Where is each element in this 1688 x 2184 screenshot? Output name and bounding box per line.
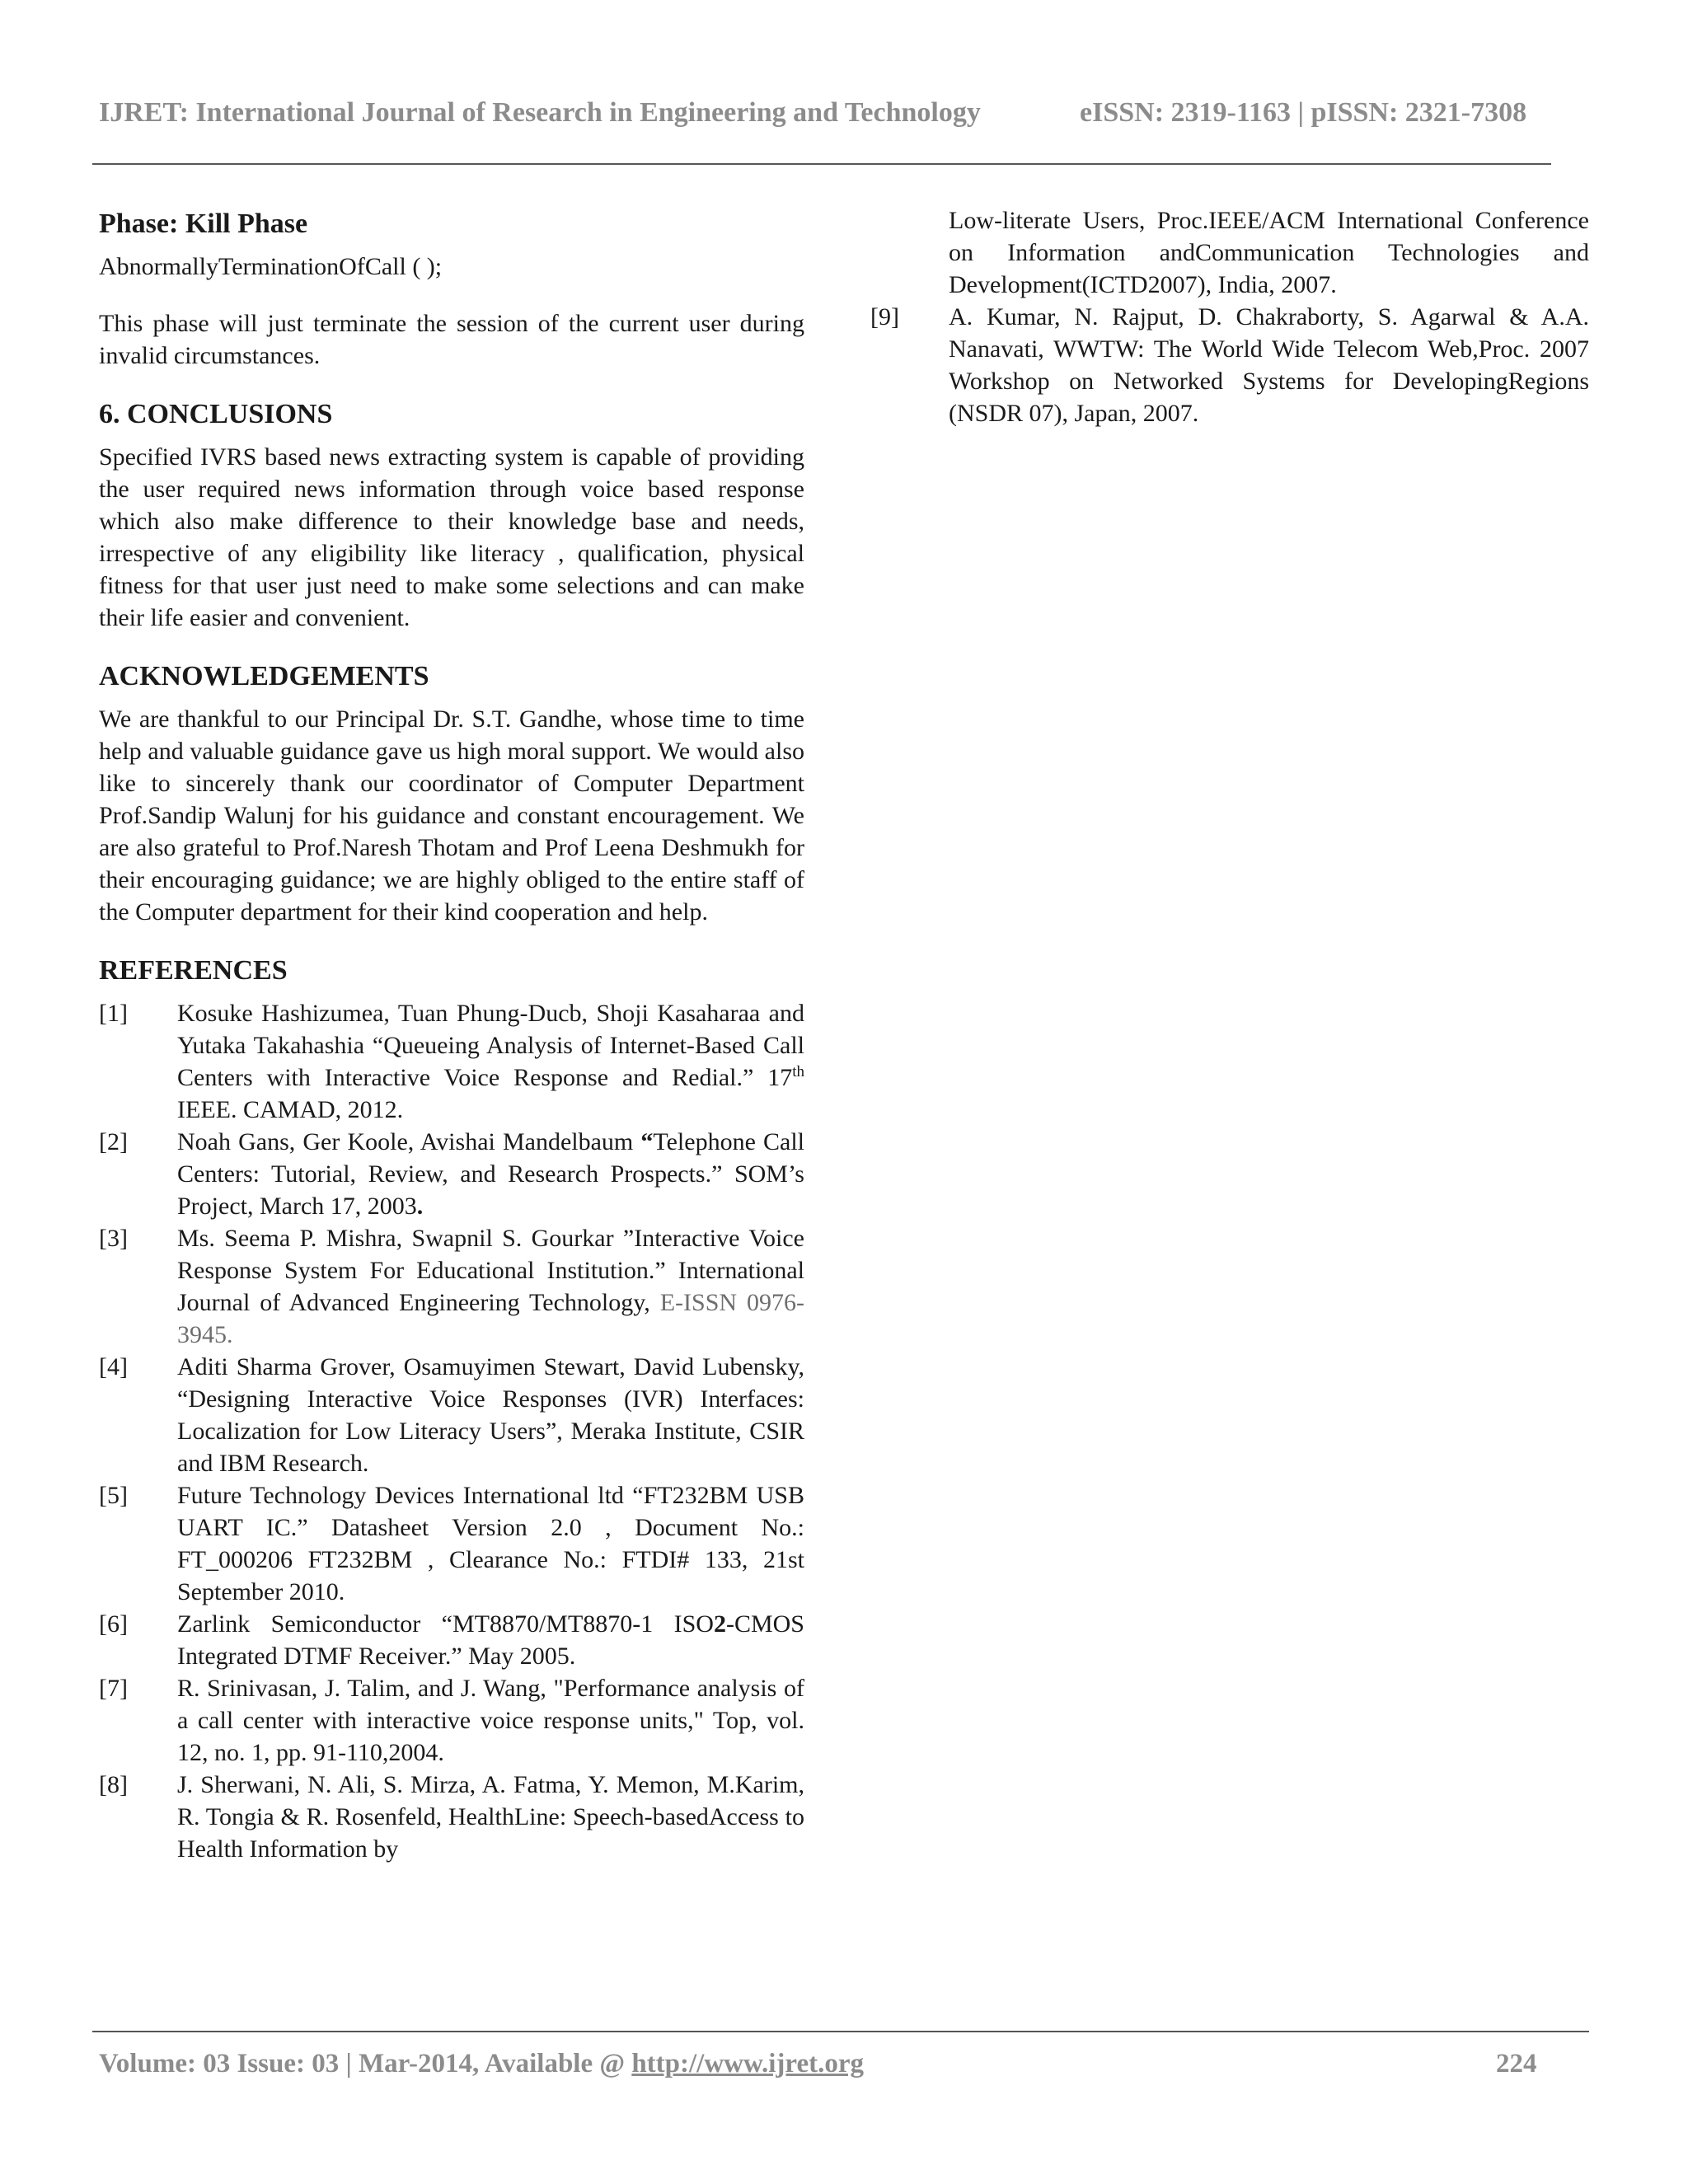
reference-text: A. Kumar, N. Rajput, D. Chakraborty, S. Agarwal & A.A. Nanavati, WWTW: The World Wide Telecom Web,Proc. 2007 Workshop on Networked Systems for DevelopingRegions (NSDR 07), Japan, 2007. — [949, 303, 1589, 427]
reference-issn: E-ISSN 0976-3945. — [177, 1289, 804, 1348]
acknowledgements-paragraph: We are thankful to our Principal Dr. S.T. Gandhe, whose time to time help and valuable guidance gave us high moral support. We would also like to sincerely thank our coordinator of Computer Department Prof.Sandip Walunj for his guidance and constant encouragement. We are also grateful to Prof.Naresh Thotam and Prof Leena Deshmukh for their encouraging guidance; we are highly obliged to the entire staff of the Computer department for their kind cooperation and help. — [99, 705, 804, 926]
reference-number: [9] — [870, 303, 899, 330]
reference-text-part: Kosuke Hashizumea, Tuan Phung-Ducb, Shoji Kasaharaa and Yutaka Takahashia “Queueing Analysis of Internet-Based Call Centers with Interactive Voice Response and Redial.” 17 — [177, 1000, 804, 1091]
reference-item-5 — [99, 1479, 804, 1608]
page-number: 224 — [1496, 2049, 1537, 2079]
reference-text — [177, 1126, 804, 1222]
volume-info: Volume: 03 Issue: 03 | Mar-2014, Available @ — [99, 2049, 632, 2079]
reference-text — [177, 997, 804, 1126]
reference-text-part: “ — [640, 1128, 654, 1155]
reference-text-part: Zarlink Semiconductor “MT8870/MT8870-1 ISO — [177, 1610, 714, 1638]
issn-label: eISSN: 2319-1163 | pISSN: 2321-7308 — [1080, 97, 1527, 128]
right-column — [870, 204, 1589, 429]
reference-number: [8] — [99, 1771, 128, 1798]
reference-text: Future Technology Devices International ltd “FT232BM USB UART IC.” Datasheet Version 2.0 , Document No.: FT_000206 FT232BM , Clearance No.: FTDI# 133, 21st September 2010. — [177, 1482, 804, 1605]
reference-text-part: . — [416, 1193, 424, 1220]
reference-text: J. Sherwani, N. Ali, S. Mirza, A. Fatma, Y. Memon, M.Karim, R. Tongia & R. Rosenfeld, HealthLine: Speech-basedAccess to Health Information by — [177, 1771, 804, 1863]
reference-number: [3] — [99, 1225, 128, 1252]
reference-text-part: -CMOS Integrated DTMF Receiver.” May 2005. — [177, 1610, 804, 1670]
reference-item-3 — [99, 1222, 804, 1351]
reference-number: [6] — [99, 1610, 128, 1638]
reference-item-9 — [870, 301, 1589, 429]
reference-text — [177, 1222, 804, 1351]
reference-item-2 — [99, 1126, 804, 1222]
reference-item-4 — [99, 1351, 804, 1479]
reference-text — [177, 1608, 804, 1672]
reference-text-part: IEEE. CAMAD, 2012. — [177, 1096, 404, 1123]
reference-number: [7] — [99, 1675, 128, 1702]
journal-title: IJRET: International Journal of Research in Engineering and Technology — [99, 97, 981, 128]
reference-number: [1] — [99, 1000, 128, 1027]
left-column — [99, 206, 804, 1865]
references-heading: REFERENCES — [99, 955, 288, 986]
header-divider — [92, 163, 1551, 165]
conclusions-heading: 6. CONCLUSIONS — [99, 399, 333, 429]
superscript: th — [792, 1063, 804, 1080]
reference-text-part: Ms. Seema P. Mishra, Swapnil S. Gourkar ”Interactive Voice Response System For Educational Institution.” International Journal of Advanced Engineering Technology, — [177, 1225, 804, 1316]
reference-number: [4] — [99, 1353, 128, 1380]
reference-item-7 — [99, 1672, 804, 1769]
footer-divider — [92, 2031, 1589, 2032]
reference-item-1 — [99, 997, 804, 1126]
running-header — [99, 97, 1550, 129]
reference-number: [2] — [99, 1128, 128, 1155]
reference-text-part: Telephone Call Centers: Tutorial, Review, and Research Prospects.” SOM’s Project, March 17, 2003 — [177, 1128, 805, 1220]
acknowledgements-heading: ACKNOWLEDGEMENTS — [99, 661, 429, 691]
kill-phase-code: AbnormallyTerminationOfCall ( ); — [99, 253, 443, 280]
reference-item-6 — [99, 1608, 804, 1672]
reference-item-8-continued — [870, 204, 1589, 301]
journal-link[interactable]: http://www.ijret.org — [631, 2049, 864, 2079]
reference-text-part: 2 — [713, 1610, 726, 1638]
reference-item-8 — [99, 1769, 804, 1865]
reference-number: [5] — [99, 1482, 128, 1509]
running-footer — [99, 2049, 1537, 2079]
reference-text: R. Srinivasan, J. Talim, and J. Wang, "Performance analysis of a call center with interactive voice response units," Top, vol. 12, no. 1, pp. 91-110,2004. — [177, 1675, 804, 1766]
reference-text: Low-literate Users, Proc.IEEE/ACM International Conference on Information andCommunication Technologies and Development(ICTD2007), India, 2007. — [949, 207, 1589, 298]
conclusions-paragraph: Specified IVRS based news extracting system is capable of providing the user required news information through voice based response which also make difference to their knowledge base and needs, irrespective of any eligibility like literacy , qualification, physical fitness for that user just need to make some selections and can make their life easier and convenient. — [99, 443, 804, 631]
kill-phase-paragraph: This phase will just terminate the session of the current user during invalid circumstances. — [99, 310, 804, 369]
reference-text: Aditi Sharma Grover, Osamuyimen Stewart, David Lubensky, “Designing Interactive Voice Responses (IVR) Interfaces: Localization for Low Literacy Users”, Meraka Institute, CSIR and IBM Research. — [177, 1353, 804, 1477]
kill-phase-heading: Phase: Kill Phase — [99, 209, 308, 239]
reference-text-part: Noah Gans, Ger Koole, Avishai Mandelbaum — [177, 1128, 641, 1155]
